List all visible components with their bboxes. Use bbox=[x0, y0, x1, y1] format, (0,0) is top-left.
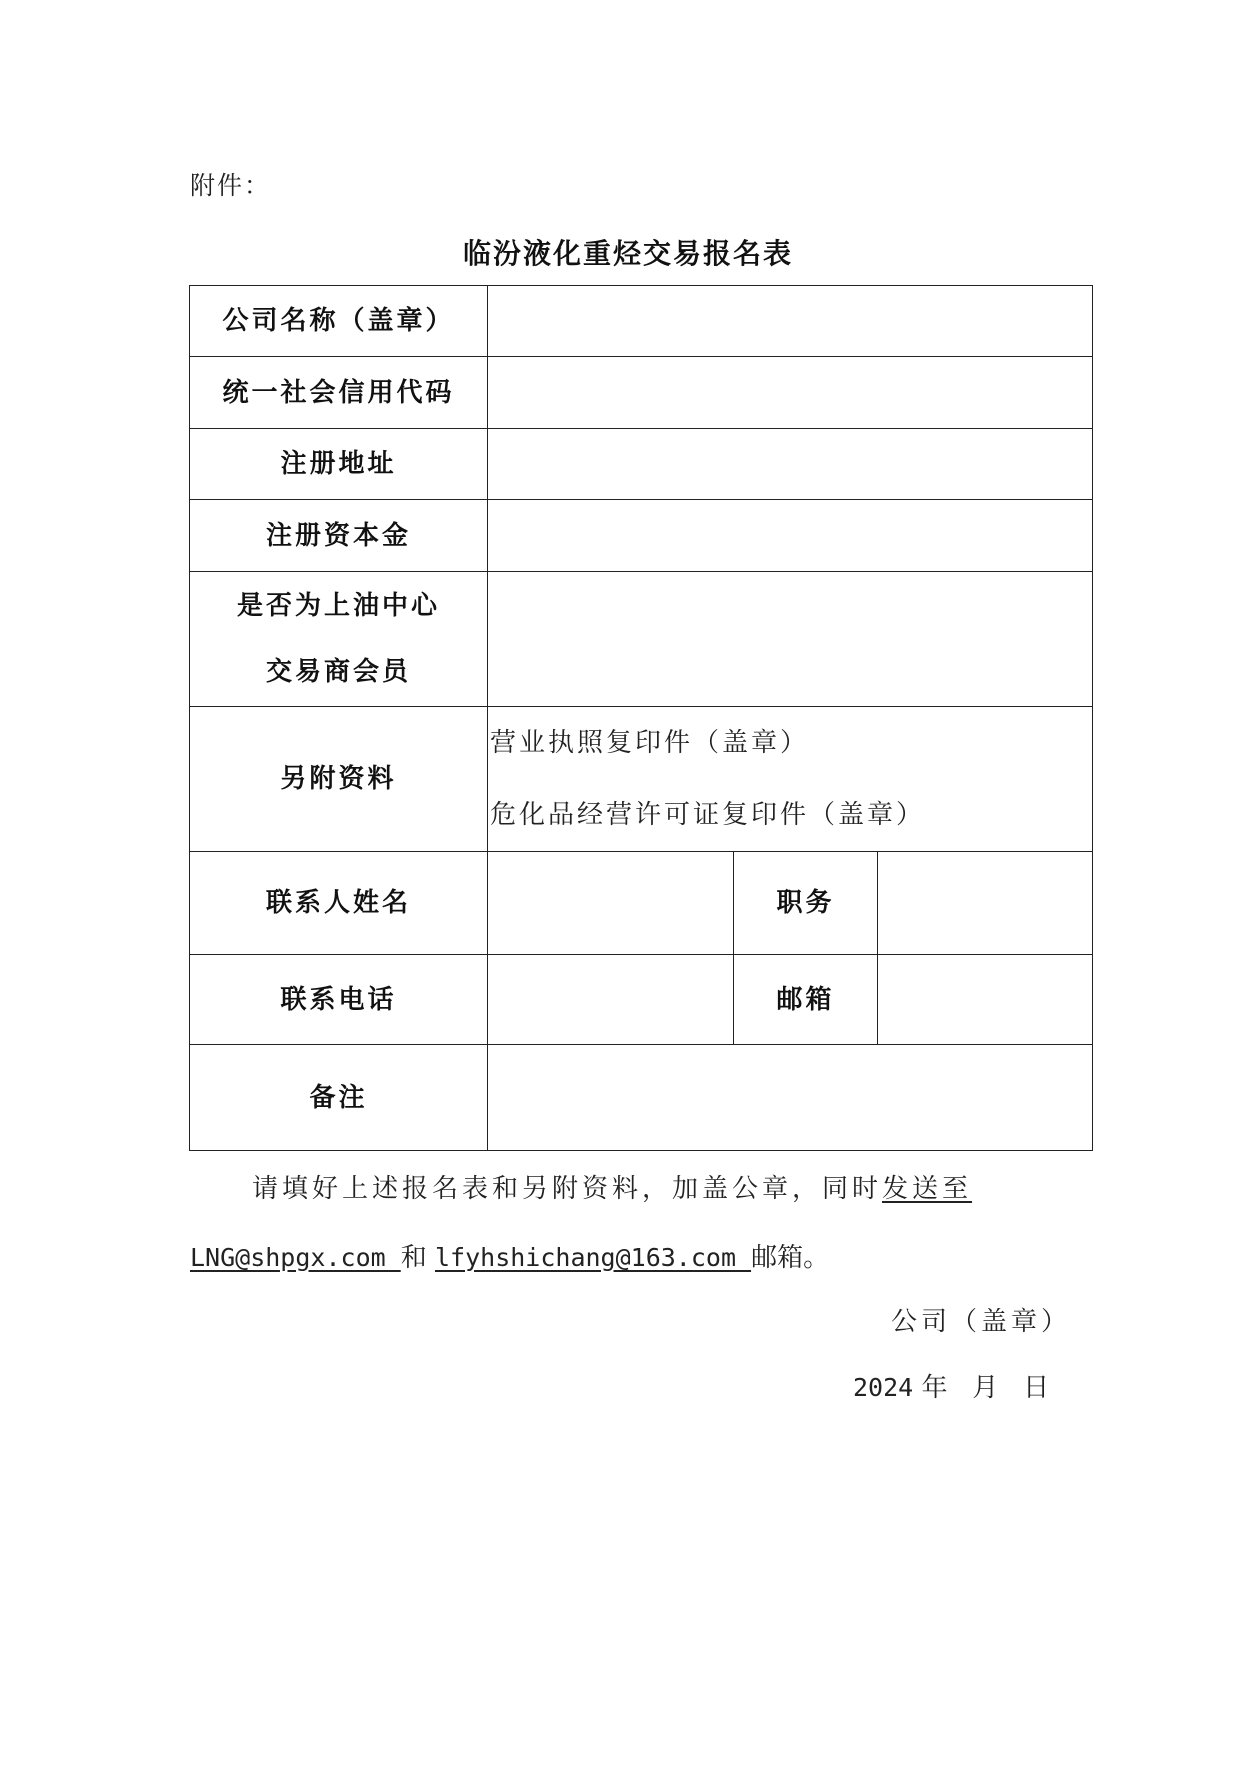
contact-name-label: 联系人姓名 bbox=[190, 852, 488, 955]
company-name-label: 公司名称（盖章） bbox=[190, 286, 488, 357]
form-row-member bbox=[190, 572, 1093, 707]
form-row-attachments bbox=[190, 707, 1093, 852]
remarks-field[interactable] bbox=[488, 1045, 1093, 1151]
reg-capital-field[interactable] bbox=[488, 500, 1093, 572]
form-row-reg-address bbox=[190, 429, 1093, 500]
credit-code-label: 统一社会信用代码 bbox=[190, 357, 488, 429]
reg-address-field[interactable] bbox=[488, 429, 1093, 500]
attachment-item: 危化品经营许可证复印件（盖章） bbox=[490, 800, 926, 830]
email-link-lng[interactable]: LNG@shpgx.com bbox=[190, 1243, 401, 1272]
attachment-label: 附件： bbox=[190, 171, 272, 200]
email-link-lfyh[interactable]: lfyhshichang@163.com bbox=[434, 1243, 752, 1272]
form-row-credit-code bbox=[190, 357, 1093, 429]
instructions-line2 bbox=[190, 1237, 829, 1274]
form-row-company-name bbox=[190, 286, 1093, 357]
date-line bbox=[853, 1367, 1049, 1404]
member-label bbox=[190, 572, 488, 707]
attachment-item: 营业执照复印件（盖章） bbox=[490, 728, 810, 758]
form-row-reg-capital bbox=[190, 500, 1093, 572]
phone-field[interactable] bbox=[488, 955, 734, 1045]
mailbox-suffix: 邮箱。 bbox=[751, 1243, 830, 1273]
remarks-label: 备注 bbox=[190, 1045, 488, 1151]
company-seal-label: 公司（盖章） bbox=[891, 1307, 1072, 1337]
instructions-text: 请填好上述报名表和另附资料，加盖公章，同时 bbox=[252, 1174, 883, 1204]
reg-address-label: 注册地址 bbox=[190, 429, 488, 500]
attachments-list bbox=[488, 707, 1093, 852]
member-label-line1: 是否为上油中心 bbox=[236, 591, 440, 621]
form-row-phone bbox=[190, 955, 1093, 1045]
conjunction-text: 和 bbox=[400, 1243, 435, 1273]
company-name-field[interactable] bbox=[488, 286, 1093, 357]
form-row-remarks bbox=[190, 1045, 1093, 1151]
registration-form-table bbox=[189, 285, 1093, 1151]
instructions-line1 bbox=[252, 1168, 972, 1205]
date-year: 2024 bbox=[853, 1373, 914, 1402]
member-label-line2: 交易商会员 bbox=[265, 657, 411, 687]
phone-label: 联系电话 bbox=[190, 955, 488, 1045]
email-field[interactable] bbox=[878, 955, 1093, 1045]
contact-name-field[interactable] bbox=[488, 852, 734, 955]
reg-capital-label: 注册资本金 bbox=[190, 500, 488, 572]
page-title: 临汾液化重烃交易报名表 bbox=[462, 237, 793, 270]
position-field[interactable] bbox=[878, 852, 1093, 955]
email-label: 邮箱 bbox=[734, 955, 878, 1045]
position-label: 职务 bbox=[734, 852, 878, 955]
attachments-label: 另附资料 bbox=[190, 707, 488, 852]
member-field[interactable] bbox=[488, 572, 1093, 707]
date-rest: 年 月 日 bbox=[913, 1373, 1050, 1403]
form-row-contact bbox=[190, 852, 1093, 955]
credit-code-field[interactable] bbox=[488, 357, 1093, 429]
send-to-text: 发送至 bbox=[882, 1174, 973, 1204]
